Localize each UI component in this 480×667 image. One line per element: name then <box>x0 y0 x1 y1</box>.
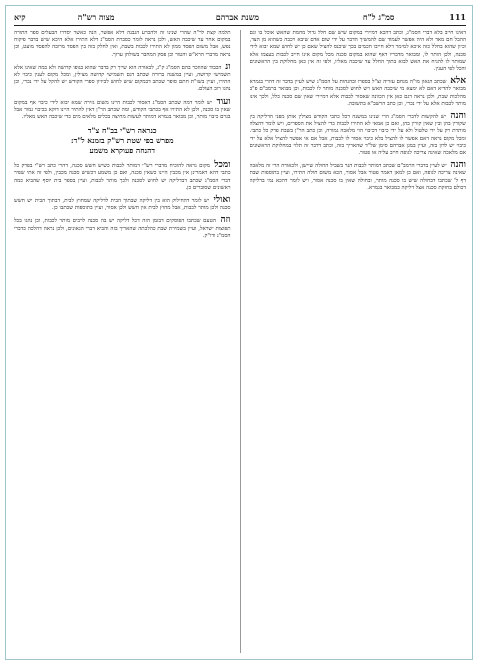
right-column <box>250 30 467 653</box>
paragraph: ואולי יש לומר דהחילוק הוא בין דליקה שבתוך הבית לדליקה שמחוץ לבית, דבתוך הבית יש חשש סכנה ולכן מותר לכבות, אבל מחוץ לבית אין חשש ולכן אסור, ועיין בתוספות שכתבו כן. <box>14 195 231 212</box>
page-number: 111 <box>449 12 466 22</box>
leaf-number: קיא <box>13 12 26 22</box>
paragraph-lead-word: ונ <box>225 61 231 72</box>
paragraph: ועוד יש לומר דמה שכתב הסמ"ג דאסור לכבות היינו משום גזירה שמא יבוא לידי כיבוי אף במקום שאין בו סכנה, ולכן לא התירו אף בכתבי הקודש, ומה שכתב הר"ן דאין להתיר היינו דוקא בכיבוי גמור אבל בגרם כיבוי מותר, וכן מבואר בגמרא דמותר לעשות מחיצה בכלים מלאים מים כדי שיכבה האש מאליו. <box>14 96 231 121</box>
paragraph-lead-word: והנה <box>450 111 466 122</box>
paragraph-lead-word: ועוד <box>216 96 231 107</box>
paragraph: והנה יש לעיין בדברי הרמב"ם שכתב דמותר לכבות הנר בשביל החולה שיישן, ולכאורה הרי זה מלאכה שאינה צריכה לגופה, ואם כן למאן דאמר פטור אבל אסור, הכא משום חולה התירו, ועיין בתוספות שבת דף ל' שכתבו דבחולה שיש בו סכנה מותר, ובחולה שאין בו סכנה אסור, ויש לומר דהכא נמי בדליקה דכולם בחזקת סכנה אצל דליקה כמבואר בגמרא. <box>249 160 466 191</box>
paragraph: ונ הכבוד שהוזכר בהם הסמ"ג ק"ג, לכאורה הוא שייך רק בדבר שהוא בגופו קדושה ולא במה שאינו אלא תשמישי קדושה, ועיין במשנה ברורה שכתב דגם תשמישי קדושה מצילין, ומכל מקום לענין כיבוי לא התירו, ועיין בשו"ת חתם סופר שכתב דבמקום שיש לחוש לביזיון ספרי הקודש יש להקל על ידי נכרי, וכן נהגו רוב העולם. <box>14 61 231 93</box>
paragraph: וזה הטעם שכתבו הפוסקים דבזמן הזה דכל דליקה יש בה סכנה לרבים מותר לכבות, וכן נהגו בכל תפוצות ישראל, ועיין בשמירת שבת כהלכתה שהאריך בזה והביא דברי הגאונים, ולכן נראה דהלכה כדברי הסמ"ג ודו"ק. <box>14 215 231 239</box>
paragraph: דאינו חייב בלא דברי הסמ"ג, וכתב דהכא דמיירי במקום שיש שם חלל גדול מחמת שהאש אוכל בו וגם ההבל חם מאד ולא היה אפשר לעמוד שם להמשיך הדבר על ידי שום אדם שיבא ויכבה כשהוא מן הצד, וכיון שהוא בחלל כזה איכא למימר דלא חייבו חכמים בכך שיכנס להציל שאם כן יש לחוש שמא יבוא לידי סכנה, ולכן הותר לו, ומבואר מדבריו דאף שהוא במקום סכנה מכל מקום אינו חייב לכבות בעצמו אלא שמותר לו להניח את האש לבוא בתוך החלל עד שיכבה מאליו, ולפי זה אין כאן מחלוקת בין הראשונים והכל לפי הענין. <box>249 30 466 73</box>
page-header <box>14 10 466 24</box>
chapter-ref: סמ"ג ל"ח <box>362 12 395 22</box>
paragraph-lead-word: אלא <box>450 76 466 87</box>
section-ref: מצוה רש"ה <box>77 12 115 22</box>
paragraph: והנה יש להקשות לדברי הסמ"ג הרי שנינו במשנה דכל כתבי הקודש מצילין אותן מפני הדליקה בין שקורין בהן ובין שאין קורין בהן, ואם כן אמאי לא התירו לכבות כדי להציל את הספרים, ויש לומר דהצלה מותרת רק על ידי טלטול ולא על ידי כיבוי דכיבוי הוי מלאכה גמורה, וכן כתב הר"ן בשבת פרק כל כתבי. ומכל מקום נראה דאם אפשר לו להציל בלא כיבוי אסור לו לכבות, אבל אם אי אפשר להציל אלא על ידי כיבוי יש לדון בזה, ועיין במגן אברהם סימן של"ד שהאריך בזה, וכתב דדבר זה תלוי במחלוקת הראשונים אם מלאכה שאינה צריכה לגופה חייב עליה או פטור. <box>249 111 466 157</box>
paragraph: תלמה קצת לר"ה שהרי שנינו זה ולהכרע הגבנה דלא אפשר, הנה כאשר יסדרו הבעלים ספר התורה במקום אחר עד שיכבה האש, ולכן נראה לומר כסברת הסמ"ג דלא התירו אלא היכא שיש בדבר פיקוח נפש, אבל משום הפסד ממון לא התירו לכבות בשבת, ואין לחלק בזה בין הפסד מרובה להפסד מועט, וכן נראה מדברי הרא"ש והטור וכן פסק המחבר בשולחן ערוך. <box>14 30 231 58</box>
paragraph: ומכל מקום נראה להוכיח מדברי רש"י דמותר לכבות כשיש חשש סכנה, דהרי כתב רש"י בפרק כל כתבי דהא דאמרינן אין מכבין היינו כשאין סכנה, ואם כן משמע דכשיש סכנה מכבין, ולפי זה אתי שפיר דברי הסמ"ג שכתב דבדליקה יש לחוש לסכנה ולכך מותר לכבות, ועיין בספר בית יוסף שהביא כמה ראשונים שסוברים כן. <box>14 160 231 191</box>
header-rule <box>14 25 466 26</box>
paragraph-lead-word: ואולי <box>213 195 231 206</box>
paragraph: אלא שכתב הגאון מו"ה מנחם עזריה זצ"ל בספרו ובהגהות על הסמ"ג שיש לעיין בדבר זה דהרי בגמרא מבואר להדיא דאם לא ימצא מי שיכבה האש ויש לחוש לסכנה מותר לו לכבות, וכן מבואר ברמב"ם פ"ב מהלכות שבת, ולכן נראה דגם כאן אין הכוונה שאסור לכבות אלא דמיירי שאין שם סכנה כלל, ולכך אינו מותר לכבות אלא על ידי נכרי, וכן כתב הרשב"א בתשובה. <box>249 76 466 107</box>
section-heading: כנראה רש"י בב"ח צ"ד מפרש בפי שטת רש"ק בזמנא ל"ד: דהנחה פעוקרא משמע <box>70 126 174 156</box>
column-divider <box>240 30 241 653</box>
paragraph-lead-word: והנה <box>450 160 466 171</box>
book-title: משנת אברהם <box>215 12 259 22</box>
text-columns <box>14 30 466 653</box>
left-column <box>14 30 231 653</box>
paragraph-lead-word: ומכל <box>214 160 231 171</box>
paragraph-lead-word: וזה <box>220 215 231 226</box>
